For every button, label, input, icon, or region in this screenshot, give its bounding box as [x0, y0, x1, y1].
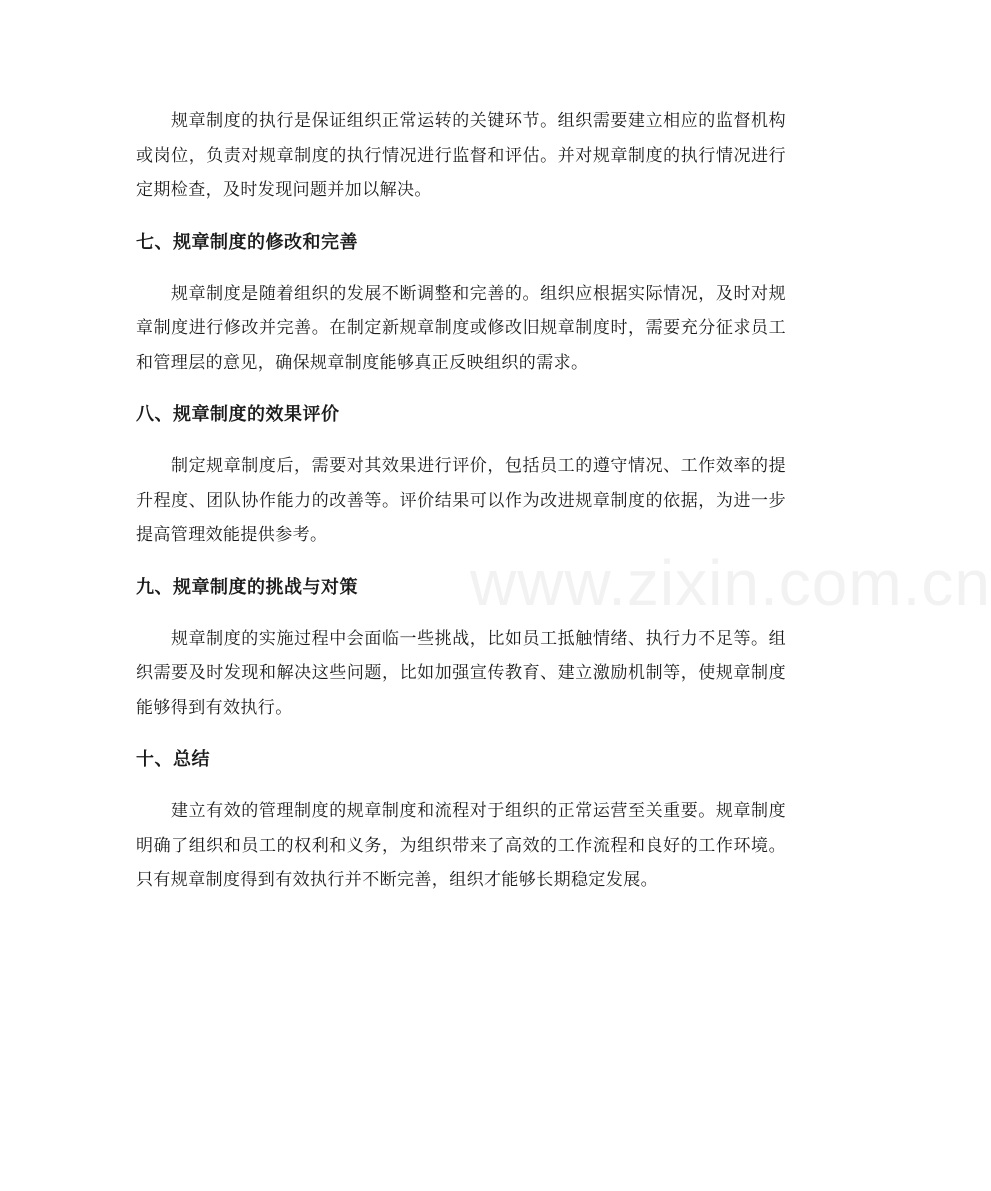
document-content: [136, 104, 786, 898]
heading-section-8: 八、规章制度的效果评价: [136, 404, 340, 425]
paragraph-section-10: 建立有效的管理制度的规章制度和流程对于组织的正常运营至关重要。规章制度明确了组织和员工的权利和义务，为组织带来了高效的工作流程和良好的工作环境。只有规章制度得到有效执行并不断完善，组织才能够长期稳定发展。: [136, 801, 786, 890]
paragraph-execution: 规章制度的执行是保证组织正常运转的关键环节。组织需要建立相应的监督机构或岗位，负责对规章制度的执行情况进行监督和评估。并对规章制度的执行情况进行定期检查，及时发现问题并加以解决。: [136, 111, 786, 200]
paragraph-section-9: 规章制度的实施过程中会面临一些挑战，比如员工抵触情绪、执行力不足等。组织需要及时发现和解决这些问题，比如加强宣传教育、建立激励机制等，使规章制度能够得到有效执行。: [136, 628, 786, 718]
heading-section-9: 九、规章制度的挑战与对策: [136, 576, 358, 598]
paragraph-section-8: 制定规章制度后，需要对其效果进行评价，包括员工的遵守情况、工作效率的提升程度、团队协作能力的改善等。评价结果可以作为改进规章制度的依据，为进一步提高管理效能提供参考。: [136, 456, 786, 545]
heading-section-7: 七、规章制度的修改和完善: [136, 231, 358, 253]
watermark: www.zixin.com.cn: [470, 547, 991, 619]
heading-section-10: 十、总结: [136, 749, 210, 770]
paragraph-section-7: 规章制度是随着组织的发展不断调整和完善的。组织应根据实际情况，及时对规章制度进行修改并完善。在制定新规章制度或修改旧规章制度时，需要充分征求员工和管理层的意见，确保规章制度能够真正反映组织的需求。: [136, 283, 786, 373]
